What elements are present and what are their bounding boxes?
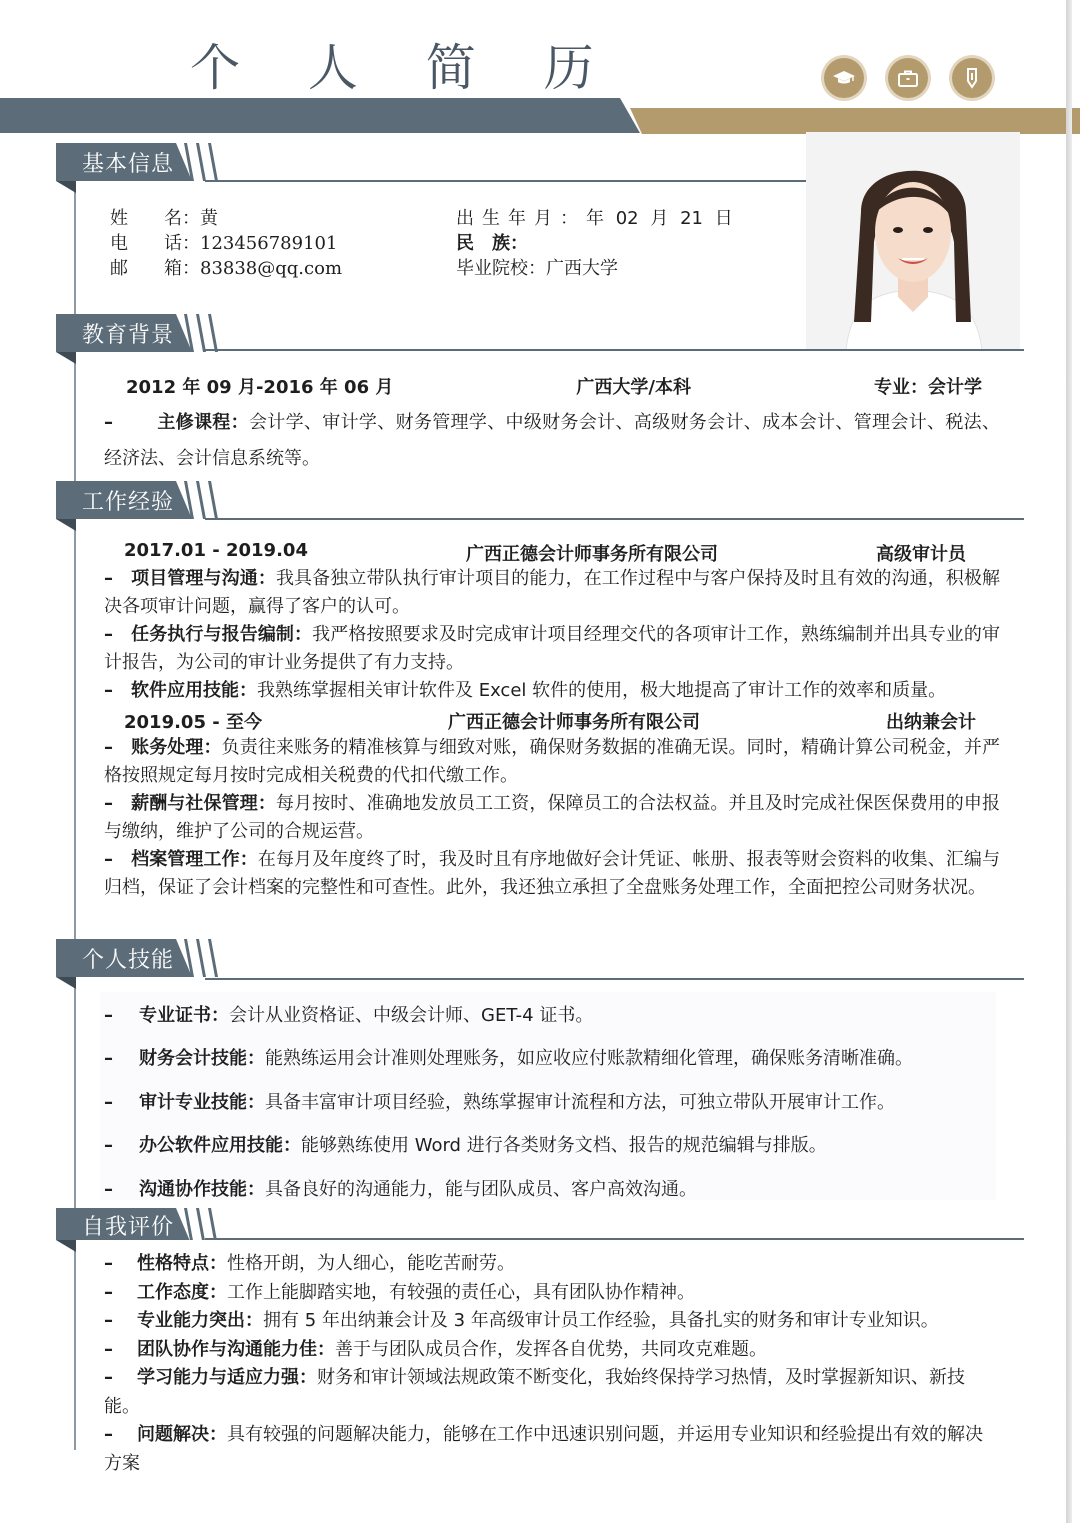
work-position: 出纳兼会计 <box>886 712 976 733</box>
list-item: – 性格特点：性格开朗，为人细心，能吃苦耐劳。 <box>104 1253 515 1274</box>
work-period: 2019.05 - 至今 <box>124 712 262 733</box>
pen-icon <box>952 58 992 98</box>
work-company: 广西正德会计师事务所有限公司 <box>465 544 718 565</box>
section-rule <box>205 349 1024 351</box>
courses-label: 主修课程： <box>157 412 249 433</box>
briefcase-icon <box>888 58 928 98</box>
education-row <box>126 373 982 399</box>
section-title: 工作经验 <box>82 490 175 515</box>
work-company: 广西正德会计师事务所有限公司 <box>448 712 700 733</box>
name-value: 黄 <box>200 208 218 229</box>
name-label: 姓 名： <box>110 208 200 229</box>
section-header-basic <box>56 143 236 181</box>
page-title: 个 人 简 历 <box>190 39 620 97</box>
header-band-gold <box>630 108 1080 134</box>
section-title: 基本信息 <box>82 152 175 177</box>
list-item: – 办公软件应用技能：能够熟练使用 Word 进行各类财务文档、报告的规范编辑与排版。 <box>104 1135 827 1156</box>
email-value: 83838@qq.com <box>200 258 343 279</box>
list-item: – 软件应用技能：我熟练掌握相关审计软件及 Excel 软件的使用，极大地提高了审计工作的效率和质量。 <box>104 680 947 701</box>
graduation-cap-icon <box>824 58 864 98</box>
header-band-slate <box>0 98 640 133</box>
school-value: 广西大学 <box>546 258 618 279</box>
section-header-education <box>56 314 236 352</box>
section-title: 个人技能 <box>82 948 175 973</box>
education-major: 专业：会计学 <box>873 377 982 398</box>
list-item: – 薪酬与社保管理：每月按时、准确地发放员工工资，保障员工的合法权益。并且及时完成社保医保费用的申报与缴纳，维护了公司的合规运营。 <box>104 793 1000 842</box>
basic-info-left <box>110 206 342 281</box>
education-school: 广西大学/本科 <box>576 377 691 398</box>
list-item: – 账务处理：负责往来账务的精准核算与细致对账，确保财务数据的准确无误。同时，精确计算公司税金，并严格按照规定每月按时完成相关税费的代扣代缴工作。 <box>104 737 1000 786</box>
section-rule <box>205 518 1024 520</box>
section-rule <box>205 180 820 182</box>
list-item: – 财务会计技能：能熟练运用会计准则处理账务，如应收应付账款精细化管理，确保账务清晰准确。 <box>104 1048 913 1069</box>
list-item: – 专业证书：会计从业资格证、中级会计师、GET-4 证书。 <box>104 1005 594 1026</box>
list-item: – 项目管理与沟通：我具备独立带队执行审计项目的能力，在工作过程中与客户保持及时且有效的沟通，积极解决各项审计问题，赢得了客户的认可。 <box>104 568 1000 617</box>
education-courses: – 主修课程：会计学、审计学、财务管理学、中级财务会计、高级财务会计、成本会计、管理会计、税法、经济法、会计信息系统等。 <box>104 412 1001 469</box>
section-rule <box>205 978 1024 980</box>
work-header-row <box>124 708 976 734</box>
work-period: 2017.01 - 2019.04 <box>124 540 308 561</box>
list-item: – 沟通协作技能：具备良好的沟通能力，能与团队成员、客户高效沟通。 <box>104 1179 697 1200</box>
courses-text: 会计学、审计学、财务管理学、中级财务会计、高级财务会计、成本会计、管理会计、税法、经济法、会计信息系统等。 <box>104 412 1001 469</box>
page-edge-shadow <box>1066 0 1072 1523</box>
left-guide-line <box>74 180 76 1450</box>
list-item: – 学习能力与适应力强：财务和审计领域法规政策不断变化，我始终保持学习热情，及时掌握新知识、新技能。 <box>104 1367 965 1417</box>
work-header-row <box>124 540 966 566</box>
section-header-work <box>56 481 236 519</box>
self-eval-list <box>104 1250 1000 1478</box>
section-rule <box>205 1238 1024 1240</box>
work-items-1 <box>104 565 1000 705</box>
list-item: – 问题解决：具有较强的问题解决能力，能够在工作中迅速识别问题，并运用专业知识和经验提出有效的解决方案 <box>104 1424 983 1474</box>
education-period: 2012 年 09 月-2016 年 06 月 <box>126 377 394 398</box>
section-header-self-eval <box>56 1208 236 1240</box>
list-item: – 工作态度：工作上能脚踏实地，有较强的责任心，具有团队协作精神。 <box>104 1281 695 1303</box>
profile-photo <box>806 132 1020 350</box>
section-header-skills <box>56 939 236 977</box>
phone-value: 123456789101 <box>200 233 338 254</box>
basic-info-right <box>456 206 733 281</box>
section-title: 教育背景 <box>82 323 175 348</box>
list-item: – 专业能力突出：拥有 5 年出纳兼会计及 3 年高级审计员工作经验，具备扎实的财务和审计专业知识。 <box>104 1310 939 1331</box>
list-item: – 档案管理工作：在每月及年度终了时，我及时且有序地做好会计凭证、帐册、报表等财会资料的收集、汇编与归档，保证了会计档案的完整性和可查性。此外，我还独立承担了全盘账务处理工作，全面把控公司财务状况。 <box>104 849 1001 898</box>
list-item: – 团队协作与沟通能力佳：善于与团队成员合作，发挥各自优势，共同攻克难题。 <box>104 1338 767 1360</box>
birth-label: 出生年月： <box>456 208 586 229</box>
school-label: 毕业院校： <box>456 258 546 279</box>
list-item: – 审计专业技能：具备丰富审计项目经验，熟练掌握审计流程和方法，可独立带队开展审计工作。 <box>104 1092 895 1113</box>
work-position: 高级审计员 <box>875 544 966 565</box>
section-title: 自我评价 <box>82 1215 175 1240</box>
birth-value: 年 02 月 21 日 <box>586 208 733 229</box>
ethnic-label: 民 族： <box>456 233 528 254</box>
work-items-2 <box>104 734 1000 902</box>
email-label: 邮 箱： <box>110 258 200 279</box>
phone-label: 电 话： <box>110 233 200 254</box>
list-item: – 任务执行与报告编制：我严格按照要求及时完成审计项目经理交代的各项审计工作，熟练编制并出具专业的审计报告，为公司的审计业务提供了有力支持。 <box>104 624 1001 673</box>
